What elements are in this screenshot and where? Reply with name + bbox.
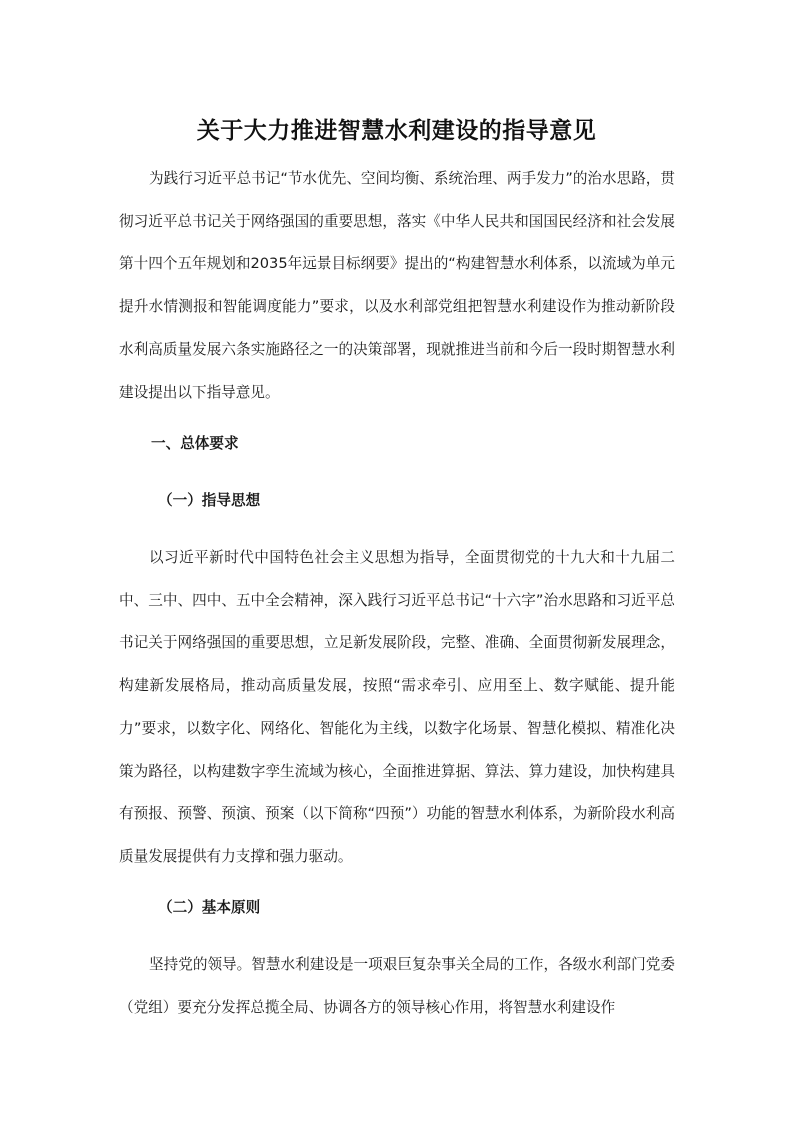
section-heading-general-requirements: 一、总体要求 <box>151 435 239 452</box>
subsection-heading-basic-principles: （二）基本原则 <box>158 899 261 916</box>
guiding-ideology-paragraph: 以习近平新时代中国特色社会主义思想为指导，全面贯彻党的十九大和十九届二中、三中、四中、五中全会精神，深入践行习近平总书记“十六字”治水思路和习近平总书记关于网络强国的重要思想，立足新发展阶段，完整、准确、全面贯彻新发展理念，构建新发展格局，推动高质量发展，按照“需求牵引、应用至上、数字赋能、提升能力”要求，以数字化、网络化、智能化为主线，以数字化场景、智慧化模拟、精准化决策为路径，以构建数字孪生流域为核心，全面推进算据、算法、算力建设，加快构建具有预报、预警、预演、预案（以下简称“四预”）功能的智慧水利体系，为新阶段水利高质量发展提供有力支撑和强力驱动。 <box>119 549 675 865</box>
intro-paragraph: 为践行习近平总书记“节水优先、空间均衡、系统治理、两手发力”的治水思路，贯彻习近平总书记关于网络强国的重要思想，落实《中华人民共和国国民经济和社会发展第十四个五年规划和2035年远景目标纲要》提出的“构建智慧水利体系，以流域为单元提升水情测报和智能调度能力”要求，以及水利部党组把智慧水利建设作为推动新阶段水利高质量发展六条实施路径之一的决策部署，现就推进当前和今后一段时期智慧水利建设提出以下指导意见。 <box>119 170 675 401</box>
subsection-heading-guiding-ideology: （一）指导思想 <box>158 492 261 509</box>
document-title: 关于大力推进智慧水利建设的指导意见 <box>196 117 597 144</box>
party-leadership-paragraph: 坚持党的领导。智慧水利建设是一项艰巨复杂事关全局的工作，各级水利部门党委（党组）要充分发挥总揽全局、协调各方的领导核心作用，将智慧水利建设作 <box>119 956 675 1016</box>
